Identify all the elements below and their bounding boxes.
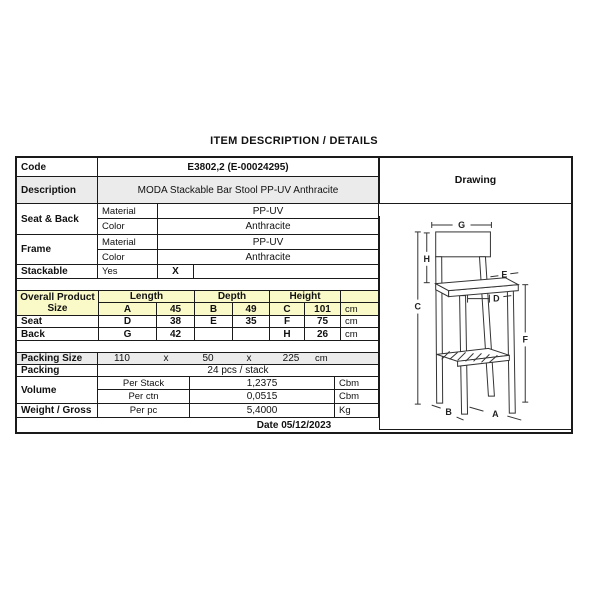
overall-height-value: 101 xyxy=(305,303,341,316)
packing-size-value xyxy=(98,353,379,365)
frame-label: Frame xyxy=(17,235,98,265)
overall-length-value: 45 xyxy=(157,303,195,316)
back-length-value: 42 xyxy=(157,328,195,341)
stackable-x-mark: X xyxy=(158,265,194,279)
seat-back-color-value: Anthracite xyxy=(158,219,379,235)
seat-back-material-label: Material xyxy=(98,204,158,219)
size-table-header-label xyxy=(17,291,99,316)
packing-size-length: 110 xyxy=(114,353,130,364)
overall-unit: cm xyxy=(341,303,379,316)
dim-label-g: G xyxy=(458,219,466,230)
stackable-option-label: Yes xyxy=(98,265,158,279)
back-unit: cm xyxy=(341,328,379,341)
seat-depth-value: 35 xyxy=(233,316,270,328)
back-height-key: H xyxy=(270,328,305,341)
seat-length-value: 38 xyxy=(157,316,195,328)
drawing-area xyxy=(379,216,571,430)
back-depth-value xyxy=(233,328,270,341)
code-label: Code xyxy=(17,158,98,177)
size-header-line1: Overall Product xyxy=(20,292,95,303)
seat-unit: cm xyxy=(341,316,379,328)
code-value: E3802,2 (E-00024295) xyxy=(98,158,379,177)
volume-per-stack-unit: Cbm xyxy=(335,377,379,390)
seat-length-key: D xyxy=(99,316,157,328)
spacer-row-1 xyxy=(17,279,379,291)
height-header: Height xyxy=(270,291,341,303)
dim-label-a: A xyxy=(492,409,499,420)
seat-back-color-label: Color xyxy=(98,219,158,235)
overall-depth-value: 49 xyxy=(233,303,270,316)
size-header-line2: Size xyxy=(47,303,68,314)
stool-rear-left-leg xyxy=(436,257,443,403)
dim-label-d: D xyxy=(493,293,500,304)
seat-height-value: 75 xyxy=(305,316,341,328)
description-value: MODA Stackable Bar Stool PP-UV Anthracite xyxy=(98,177,379,204)
volume-per-ctn-value: 0,0515 xyxy=(190,390,335,404)
overall-height-key: C xyxy=(270,303,305,316)
dim-label-e: E xyxy=(501,269,508,280)
unit-header-cell xyxy=(341,291,379,303)
volume-per-ctn-label: Per ctn xyxy=(98,390,190,404)
volume-per-ctn-unit: Cbm xyxy=(335,390,379,404)
weight-label: Weight / Gross xyxy=(17,404,98,418)
weight-per-pc-label: Per pc xyxy=(98,404,190,418)
stackable-label: Stackable xyxy=(17,265,98,279)
packing-label: Packing xyxy=(17,365,98,377)
back-depth-key xyxy=(195,328,233,341)
dim-label-b: B xyxy=(445,407,452,418)
stool-drawing xyxy=(380,216,571,429)
date-row: Date 05/12/2023 xyxy=(256,419,332,431)
back-row-label: Back xyxy=(17,328,99,341)
frame-color-label: Color xyxy=(98,250,158,265)
stackable-empty-cell xyxy=(194,265,379,279)
volume-per-stack-label: Per Stack xyxy=(98,377,190,390)
seat-back-material-value: PP-UV xyxy=(158,204,379,219)
packing-value: 24 pcs / stack xyxy=(98,365,379,377)
packing-size-unit: cm xyxy=(315,353,328,364)
page-title: ITEM DESCRIPTION / DETAILS xyxy=(210,135,378,147)
depth-header: Depth xyxy=(195,291,270,303)
drawing-title: Drawing xyxy=(379,158,571,204)
overall-length-key: A xyxy=(99,303,157,316)
frame-material-value: PP-UV xyxy=(158,235,379,250)
description-label: Description xyxy=(17,177,98,204)
dim-label-c: C xyxy=(414,301,422,312)
seat-row-label: Seat xyxy=(17,316,99,328)
stool-structure xyxy=(436,232,519,414)
dim-label-f: F xyxy=(522,334,528,345)
item-details-table xyxy=(15,156,573,434)
dim-label-h: H xyxy=(423,253,430,264)
weight-unit: Kg xyxy=(335,404,379,418)
packing-size-height: 225 xyxy=(282,353,300,364)
seat-depth-key: E xyxy=(195,316,233,328)
overall-depth-key: B xyxy=(195,303,233,316)
volume-per-stack-value: 1,2375 xyxy=(190,377,335,390)
packing-size-depth: 50 xyxy=(202,353,214,364)
seat-back-label: Seat & Back xyxy=(17,204,98,235)
back-height-value: 26 xyxy=(305,328,341,341)
packing-size-label: Packing Size xyxy=(17,353,98,365)
length-header: Length xyxy=(99,291,195,303)
back-length-key: G xyxy=(99,328,157,341)
spacer-row-2 xyxy=(17,341,379,353)
frame-color-value: Anthracite xyxy=(158,250,379,265)
weight-per-pc-value: 5,4000 xyxy=(190,404,335,418)
stool-rear-right-leg xyxy=(479,257,494,396)
seat-height-key: F xyxy=(270,316,305,328)
stool-front-right-leg xyxy=(507,289,515,413)
packing-size-sep1: x xyxy=(163,353,169,364)
frame-material-label: Material xyxy=(98,235,158,250)
packing-size-sep2: x xyxy=(246,353,252,364)
stool-backrest xyxy=(436,232,491,257)
volume-label: Volume xyxy=(17,377,98,404)
